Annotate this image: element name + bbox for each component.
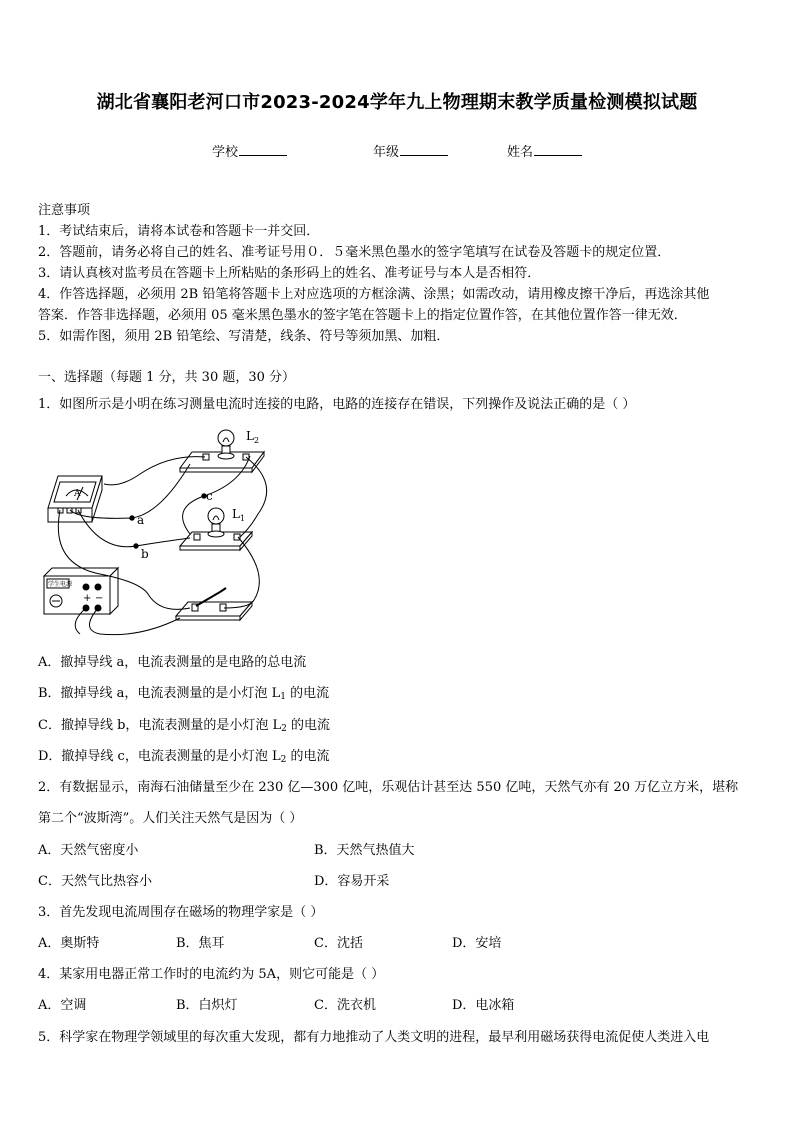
ammeter-symbol: A	[74, 489, 81, 499]
q1-option-b-tail: 的电流	[285, 686, 330, 701]
q1-option-d-sub: 2	[280, 755, 287, 765]
q1-option-c-tail: 的电流	[286, 718, 331, 733]
note-item-4-cont: 答案．作答非选择题，必须用 05 毫米黑色墨水的签字笔在答题卡上的指定位置作答，在其他位置作答一律无效．	[38, 308, 687, 323]
power-minus: −	[95, 593, 104, 604]
name-blank[interactable]	[534, 142, 582, 156]
q4-option-b[interactable]: B．白炽灯	[176, 998, 238, 1013]
q1-option-c-sub: 2	[281, 724, 287, 734]
q3-option-c[interactable]: C．沈括	[314, 936, 363, 951]
q1-stem: 1．如图所示是小明在练习测量电流时连接的电路，电路的连接存在错误，下列操作及说法正确的是（ ）	[38, 397, 636, 412]
q4-option-d[interactable]: D．电冰箱	[452, 998, 515, 1013]
switch-icon	[176, 588, 252, 620]
name-field[interactable]	[507, 141, 582, 160]
student-info-row	[0, 141, 794, 161]
q4-stem: 4．某家用电器正常工作时的电流约为 5A，则它可能是（ ）	[38, 967, 385, 982]
note-item-3: 3．请认真核对监考员在答题卡上所粘贴的条形码上的姓名、准考证号与本人是否相符．	[38, 266, 541, 281]
q1-option-c[interactable]	[38, 717, 330, 738]
power-supply-icon	[44, 568, 118, 614]
circuit-figure	[40, 424, 270, 646]
ammeter-icon	[48, 476, 102, 522]
q1-option-d-tail: 的电流	[286, 749, 330, 764]
school-field[interactable]	[212, 141, 287, 160]
label-c: c	[206, 489, 213, 503]
q1-option-b[interactable]	[38, 685, 329, 706]
label-a: a	[137, 513, 145, 527]
q1-option-d-text: D．撤掉导线 c，电流表测量的是小灯泡 L	[38, 749, 281, 764]
q5-stem: 5．科学家在物理学领域里的每次重大发现，都有力地推动了人类文明的进程，最早利用磁场获得电流促使人类进入电	[38, 1030, 710, 1045]
label-l1: $L_1$	[232, 507, 246, 523]
grade-blank[interactable]	[400, 142, 448, 156]
q1-option-c-text: C．撤掉导线 b，电流表测量的是小灯泡 L	[38, 718, 282, 733]
note-item-5: 5．如需作图，须用 2B 铅笔绘、写清楚，线条、符号等须加黑、加粗．	[38, 329, 450, 344]
q1-option-d[interactable]	[38, 748, 329, 769]
q2-option-d[interactable]: D．容易开采	[314, 874, 390, 889]
note-item-2: 2．答题前，请务必将自己的姓名、准考证号用０．５毫米黑色墨水的签字笔填写在试卷及答题卡的规定位置．	[38, 245, 671, 260]
lamp-l2-icon	[218, 430, 234, 459]
q2-stem-line2: 第二个“波斯湾”。人们关注天然气是因为（ ）	[38, 811, 303, 826]
q1-option-b-text: B．撤掉导线 a，电流表测量的是小灯泡 L	[38, 686, 281, 701]
label-b: b	[141, 547, 149, 561]
lamp-l1-icon	[208, 508, 224, 537]
q2-option-a[interactable]: A．天然气密度小	[38, 843, 139, 858]
q2-option-c[interactable]: C．天然气比热容小	[38, 874, 152, 889]
grade-label: 年级	[373, 145, 400, 160]
label-l2: $L_2$	[246, 429, 260, 445]
section-heading: 一、选择题（每题 1 分，共 30 题，30 分）	[38, 370, 296, 385]
q1-option-a[interactable]: A．撤掉导线 a，电流表测量的是电路的总电流	[38, 655, 307, 670]
q1-option-b-sub: 1	[280, 692, 286, 702]
note-item-1: 1．考试结束后，请将本试卷和答题卡一并交回．	[38, 224, 320, 239]
school-blank[interactable]	[239, 142, 287, 156]
exam-title: 湖北省襄阳老河口市2023-2024学年九上物理期末教学质量检测模拟试题	[96, 92, 698, 113]
power-supply-label: 学生电源	[48, 581, 73, 588]
q2-stem-line1: 2．有数据显示，南海石油储量至少在 230 亿—300 亿吨，乐观估计甚至达 550 亿吨，天然气亦有 20 万亿立方米，堪称	[38, 780, 739, 795]
q2-option-b[interactable]: B．天然气热值大	[314, 843, 415, 858]
q3-option-a[interactable]: A．奥斯特	[38, 936, 100, 951]
q3-option-b[interactable]: B．焦耳	[176, 936, 225, 951]
name-label: 姓名	[507, 145, 534, 160]
school-label: 学校	[212, 145, 239, 160]
q3-stem: 3．首先发现电流周围存在磁场的物理学家是（ ）	[38, 905, 324, 920]
note-item-4: 4．作答选择题，必须用 2B 铅笔将答题卡上对应选项的方框涂满、涂黑；如需改动，请用橡皮擦干净后，再选涂其他	[38, 287, 710, 302]
grade-field[interactable]	[373, 141, 448, 160]
q3-option-d[interactable]: D．安培	[452, 936, 502, 951]
power-plus: +	[83, 593, 92, 604]
notes-heading: 注意事项	[38, 203, 91, 218]
q4-option-c[interactable]: C．洗衣机	[314, 998, 376, 1013]
q4-option-a[interactable]: A．空调	[38, 998, 87, 1013]
